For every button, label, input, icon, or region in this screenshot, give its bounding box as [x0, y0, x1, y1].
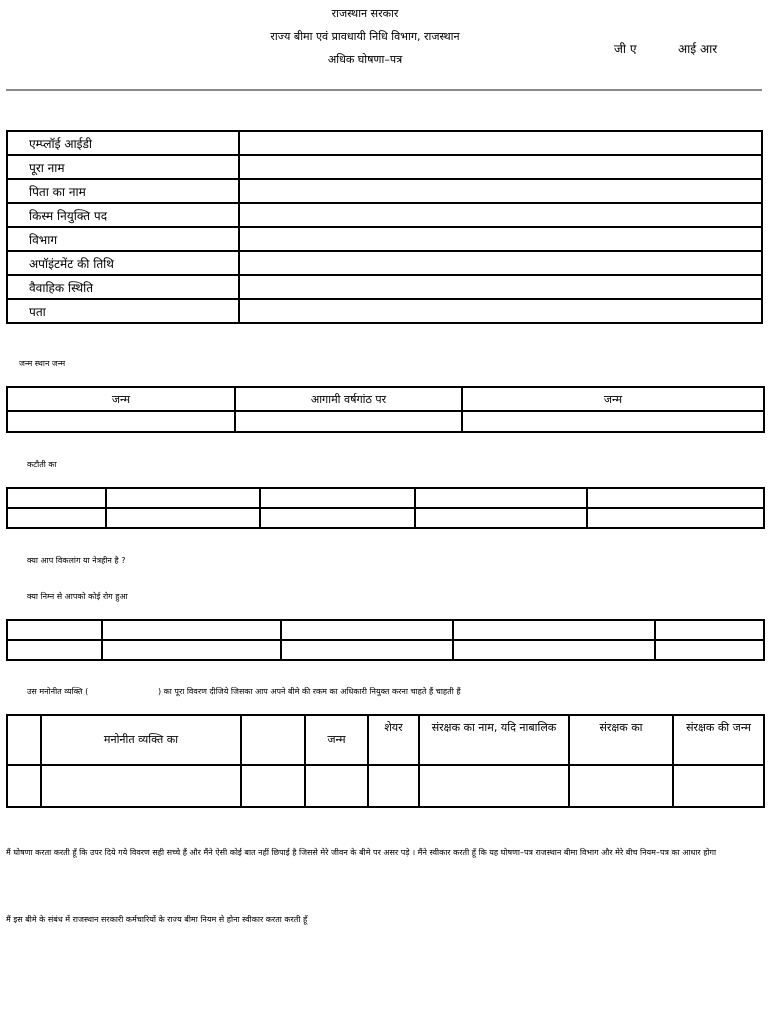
header-line-3: अधिक घोषणा–पत्र — [327, 53, 403, 66]
illness-cell[interactable] — [453, 640, 655, 660]
deduction-cell[interactable] — [7, 508, 106, 528]
nominee-header-cell — [241, 715, 305, 765]
info-row — [7, 131, 762, 155]
header-divider — [6, 89, 762, 91]
info-label: विभाग — [7, 227, 239, 251]
info-row — [7, 179, 762, 203]
nominee-header-cell — [7, 715, 41, 765]
nominee-input-cell[interactable] — [368, 765, 419, 807]
illness-cell[interactable] — [281, 620, 453, 640]
nominee-header-cell: जन्म — [305, 715, 368, 765]
header-line-2: राज्य बीमा एवं प्रावधायी निधि विभाग, राजस्थान — [270, 30, 460, 43]
illness-row — [7, 620, 764, 640]
info-row — [7, 203, 762, 227]
info-label: पूरा नाम — [7, 155, 239, 179]
disability-question: क्या आप विकलांग या नेत्रहीन है ? — [27, 556, 126, 565]
birth-header-row — [7, 387, 764, 411]
nominee-input-cell[interactable] — [673, 765, 764, 807]
deduction-cell[interactable] — [260, 508, 415, 528]
info-value-field[interactable] — [239, 179, 762, 203]
info-value-field[interactable] — [239, 299, 762, 323]
birth-input-cell[interactable] — [235, 411, 462, 432]
info-row — [7, 227, 762, 251]
illness-cell[interactable] — [655, 640, 764, 660]
deduction-row — [7, 488, 764, 508]
nominee-input-row — [7, 765, 764, 807]
info-label: पता — [7, 299, 239, 323]
birth-input-cell[interactable] — [7, 411, 235, 432]
deduction-cell[interactable] — [587, 508, 764, 528]
birth-input-cell[interactable] — [462, 411, 764, 432]
illness-cell[interactable] — [281, 640, 453, 660]
nominee-input-cell[interactable] — [569, 765, 673, 807]
deduction-cell[interactable] — [106, 508, 260, 528]
birth-table — [6, 386, 765, 433]
illness-cell[interactable] — [655, 620, 764, 640]
nominee-caption-left: उस मनोनीत व्यक्ति ( — [27, 687, 89, 696]
deduction-caption: कटौती का — [27, 460, 57, 469]
info-label: एम्प्लॉई आईडी — [7, 131, 239, 155]
nominee-table — [6, 714, 765, 808]
deduction-row — [7, 508, 764, 528]
info-value-field[interactable] — [239, 203, 762, 227]
birth-input-row — [7, 411, 764, 432]
info-row — [7, 155, 762, 179]
info-value-field[interactable] — [239, 131, 762, 155]
employee-info-table — [6, 130, 763, 324]
nominee-header-cell: मनोनीत व्यक्ति का — [41, 715, 241, 765]
nominee-input-cell[interactable] — [305, 765, 368, 807]
nominee-input-cell[interactable] — [241, 765, 305, 807]
nominee-input-cell[interactable] — [7, 765, 41, 807]
declaration-paragraph-2: मैं इस बीमे के संबंध में राजस्थान सरकारी कर्मचारियों के राज्य बीमा नियम से होना स्वीकार करता करती हूँ — [6, 915, 308, 924]
info-value-field[interactable] — [239, 251, 762, 275]
birth-header-cell: जन्म — [462, 387, 764, 411]
gi-right: आई आर — [678, 42, 718, 56]
illness-table — [6, 619, 765, 661]
illness-cell[interactable] — [7, 640, 102, 660]
nominee-caption-right: ) का पूरा विवरण दीजिये जिसका आप अपने बीमे की रकम का अधिकारी नियुक्त करना चाहते हैं चाहती हैं — [158, 687, 461, 696]
deduction-cell[interactable] — [415, 488, 587, 508]
illness-cell[interactable] — [453, 620, 655, 640]
nominee-header-cell: संरक्षक का — [569, 715, 673, 765]
info-value-field[interactable] — [239, 275, 762, 299]
info-row — [7, 275, 762, 299]
nominee-header-row — [7, 715, 764, 765]
birth-header-cell: जन्म — [7, 387, 235, 411]
info-label: वैवाहिक स्थिति — [7, 275, 239, 299]
illness-cell[interactable] — [102, 620, 281, 640]
deduction-cell[interactable] — [106, 488, 260, 508]
deduction-cell[interactable] — [260, 488, 415, 508]
deduction-cell[interactable] — [415, 508, 587, 528]
info-label: अपॉइंटमेंट की तिथि — [7, 251, 239, 275]
declaration-paragraph-1: मैं घोषणा करता करती हूँ कि उपर दिये गये विवरण सही सच्चे हैं और मैंने ऐसी कोई बात नहीं छिपाई है जिससे मेरे जीवन के बीमे पर असर पड़े । मैंने स्वीकार करती हूँ कि यह घोषणा–पत्र राजस्थान बीमा विभाग और मेरे बीच नियम–पत्र का आधार होगा — [6, 848, 717, 857]
illness-question: क्या निम्न से आपको कोई रोग हुआ — [27, 592, 128, 601]
deduction-table — [6, 487, 765, 529]
info-row — [7, 251, 762, 275]
deduction-cell[interactable] — [587, 488, 764, 508]
info-row — [7, 299, 762, 323]
gi-left: जी ए — [614, 42, 637, 56]
deduction-cell[interactable] — [7, 488, 106, 508]
nominee-input-cell[interactable] — [419, 765, 569, 807]
birth-caption: जन्म स्थान जन्म — [19, 359, 66, 368]
nominee-input-cell[interactable] — [41, 765, 241, 807]
info-value-field[interactable] — [239, 155, 762, 179]
illness-row — [7, 640, 764, 660]
info-value-field[interactable] — [239, 227, 762, 251]
info-label: किस्म नियुक्ति पद — [7, 203, 239, 227]
illness-cell[interactable] — [102, 640, 281, 660]
info-label: पिता का नाम — [7, 179, 239, 203]
nominee-header-cell: संरक्षक का नाम, यदि नाबालिक — [419, 715, 569, 765]
birth-header-cell: आगामी वर्षगांठ पर — [235, 387, 462, 411]
illness-cell[interactable] — [7, 620, 102, 640]
nominee-header-cell: शेयर — [368, 715, 419, 765]
nominee-header-cell: संरक्षक की जन्म — [673, 715, 764, 765]
header-line-1: राजस्थान सरकार — [331, 7, 399, 20]
